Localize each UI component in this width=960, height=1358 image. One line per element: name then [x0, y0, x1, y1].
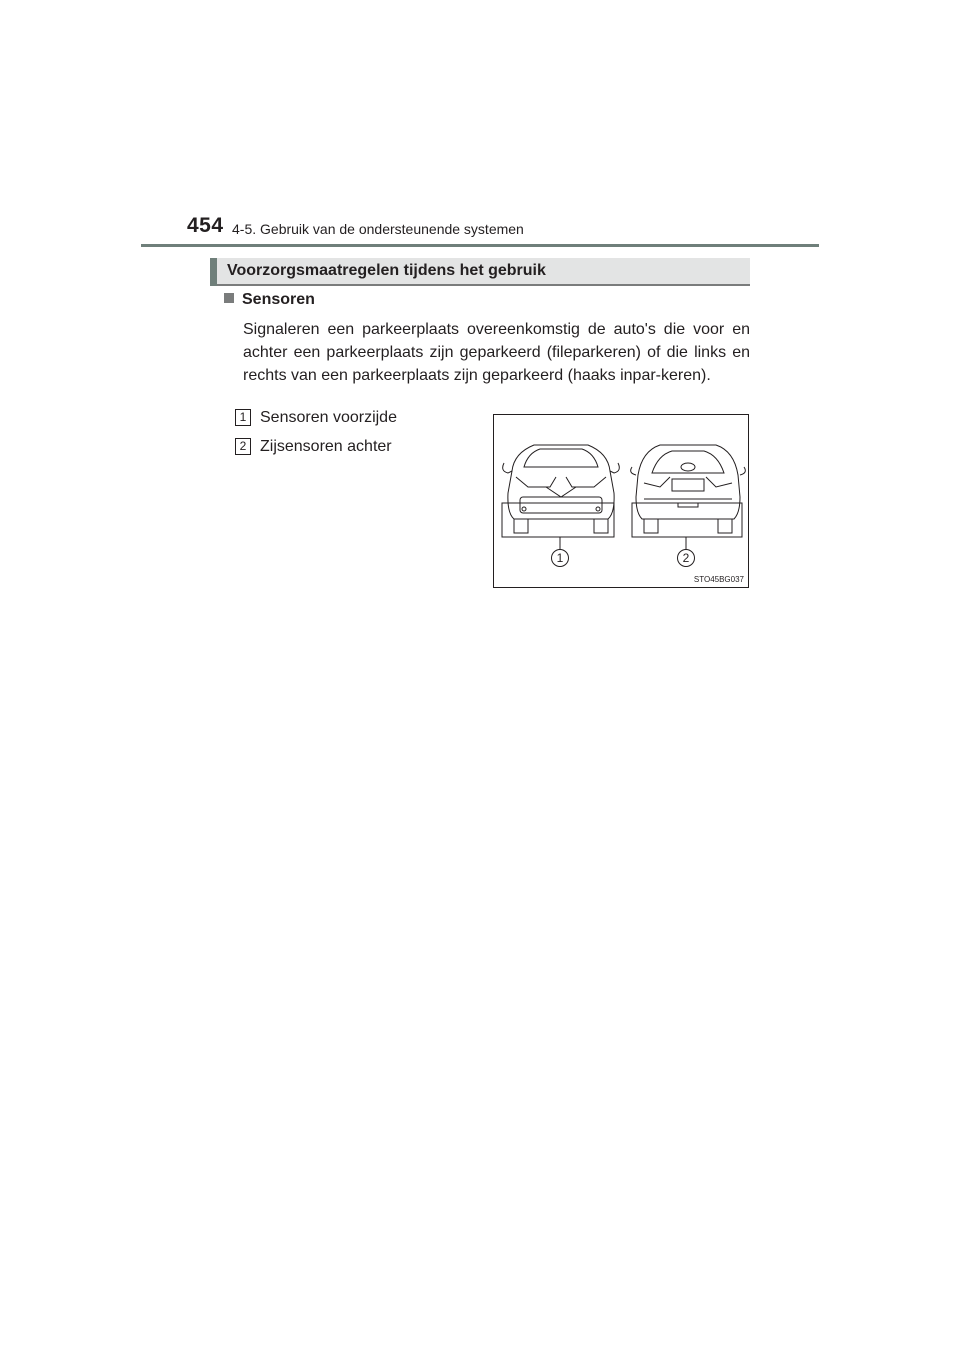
figure-code: STO45BG037 — [693, 575, 744, 584]
legend-number: 1 — [235, 409, 251, 426]
legend-label: Zijsensoren achter — [260, 438, 392, 455]
car-rear-view — [631, 445, 746, 533]
parking-sensor-illustration — [493, 414, 749, 588]
section-title: Voorzorgsmaatregelen tijdens het gebruik — [227, 262, 546, 279]
callout-2: 2 — [677, 549, 695, 567]
subsection-heading — [224, 291, 315, 309]
legend-item — [235, 409, 397, 427]
square-bullet-icon — [224, 293, 234, 303]
rear-side-sensor-area — [632, 503, 742, 537]
legend-number: 2 — [235, 438, 251, 455]
front-sensor-area — [502, 503, 614, 537]
page-number: 454 — [187, 214, 224, 237]
legend-item — [235, 438, 392, 456]
legend-label: Sensoren voorzijde — [260, 409, 397, 426]
chapter-title: 4-5. Gebruik van de ondersteunende systemen — [232, 221, 524, 237]
car-drawings — [494, 415, 748, 587]
subsection-heading-text: Sensoren — [242, 291, 315, 308]
section-accent — [210, 258, 217, 286]
car-front-view — [503, 445, 620, 533]
body-paragraph: Signaleren een parkeerplaats overeenkomstig de auto's die voor en achter een parkeerplaats zijn geparkeerd (fileparkeren) of die links en rechts van een parkeerplaats zijn geparkeerd (haaks inpar-keren). — [243, 321, 750, 384]
section-heading-bar — [210, 258, 750, 286]
header-rule — [141, 244, 819, 247]
callout-1: 1 — [551, 549, 569, 567]
